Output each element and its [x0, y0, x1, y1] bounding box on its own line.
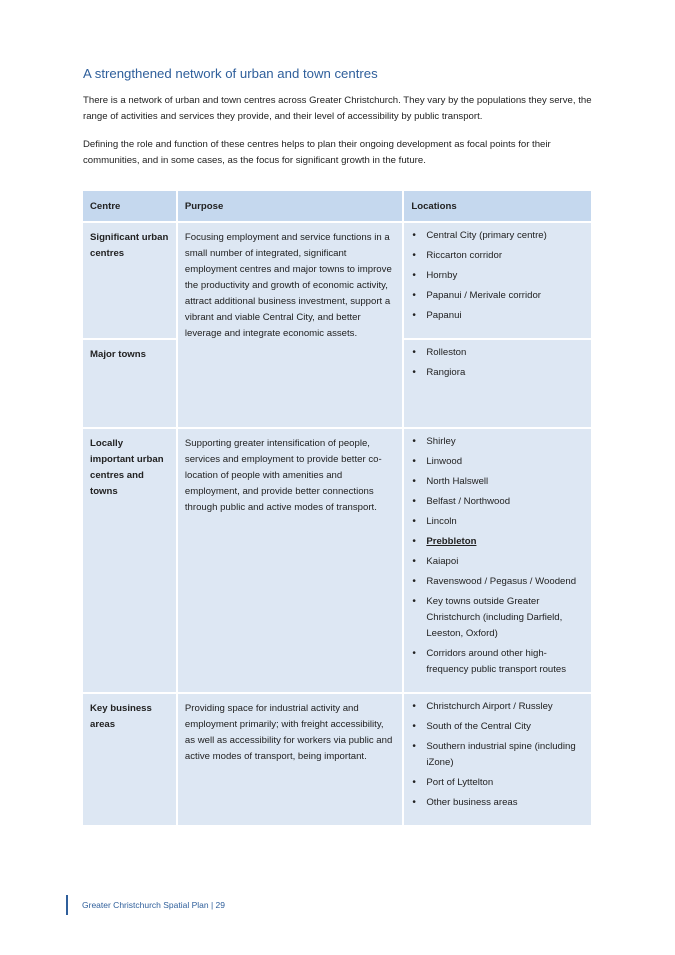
- table-row: [83, 694, 591, 825]
- purpose-cell: Supporting greater intensification of people, services and employment to provide better co-location of people with amenities and employment, and provide better connections through public and active modes of transport.: [178, 429, 402, 692]
- list-item: • Papanui / Merivale corridor: [410, 288, 584, 304]
- list-item: [410, 534, 584, 550]
- centre-cell: Locally important urban centres and towns: [83, 429, 176, 692]
- list-item: • Corridors around other high-frequency public transport routes: [410, 646, 584, 678]
- list-item: • Key towns outside Greater Christchurch (including Darfield, Leeston, Oxford): [410, 594, 584, 642]
- list-item: • North Halswell: [410, 474, 584, 490]
- prebbleton-link: Prebbleton: [426, 536, 477, 547]
- locations-cell: [404, 223, 591, 338]
- list-item: • Lincoln: [410, 514, 584, 530]
- list-item: • Port of Lyttelton: [410, 775, 584, 791]
- table-row: [83, 223, 591, 338]
- locations-list: [410, 699, 584, 811]
- locations-cell: [404, 340, 591, 427]
- centre-cell: Significant urban centres: [83, 223, 176, 338]
- centre-cell: Major towns: [83, 340, 176, 427]
- list-item: • Linwood: [410, 454, 584, 470]
- list-item: • Rangiora: [410, 365, 584, 381]
- purpose-cell: Providing space for industrial activity and employment primarily; with freight accessibility, as well as accessibility for workers via public and active modes of transport, being important.: [178, 694, 402, 825]
- table-header-row: [83, 191, 591, 221]
- list-item: • Riccarton corridor: [410, 248, 584, 264]
- table-row: [83, 429, 591, 692]
- list-item: • Central City (primary centre): [410, 228, 584, 244]
- list-item: • Rolleston: [410, 345, 584, 361]
- definition-paragraph: Defining the role and function of these centres helps to plan their ongoing development as focal points for their communities, and in some cases, as the focus for significant growth in the future.: [83, 139, 551, 166]
- header-locations: Locations: [404, 191, 591, 221]
- section-heading: A strengthened network of urban and town centres: [83, 66, 378, 81]
- list-item: • Other business areas: [410, 795, 584, 811]
- list-item: • South of the Central City: [410, 719, 584, 735]
- page-footer: Greater Christchurch Spatial Plan | 29: [66, 895, 225, 915]
- locations-list: [410, 434, 584, 678]
- list-item: • Southern industrial spine (including iZone): [410, 739, 584, 771]
- centre-cell: Key business areas: [83, 694, 176, 825]
- list-item: • Shirley: [410, 434, 584, 450]
- locations-cell: [404, 694, 591, 825]
- intro-paragraph: There is a network of urban and town centres across Greater Christchurch. They vary by the populations they serve, the range of activities and services they provide, and their level of accessibility by public transport.: [83, 95, 592, 122]
- list-item: • Hornby: [410, 268, 584, 284]
- locations-list: [410, 228, 584, 324]
- page-content: [83, 66, 593, 827]
- list-item: • Belfast / Northwood: [410, 494, 584, 510]
- list-item: • Christchurch Airport / Russley: [410, 699, 584, 715]
- locations-cell: [404, 429, 591, 692]
- purpose-cell: Focusing employment and service functions in a small number of integrated, significant employment centres and major towns to improve the productivity and growth of economic activity, attract additional business investment, support a vibrant and viable Central City, and better leverage and integrate economic assets.: [178, 223, 402, 427]
- list-item: • Papanui: [410, 308, 584, 324]
- centres-table: [81, 189, 593, 827]
- header-purpose: Purpose: [178, 191, 402, 221]
- list-item: • Ravenswood / Pegasus / Woodend: [410, 574, 584, 590]
- header-centre: Centre: [83, 191, 176, 221]
- list-item: • Kaiapoi: [410, 554, 584, 570]
- locations-list: [410, 345, 584, 381]
